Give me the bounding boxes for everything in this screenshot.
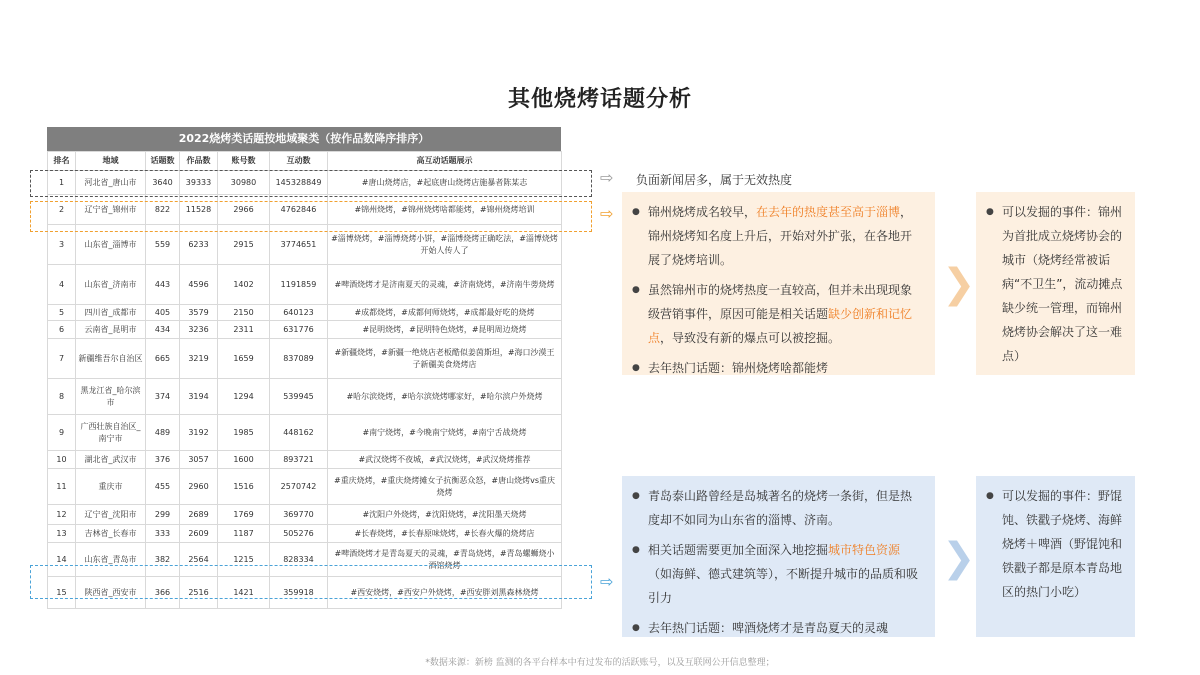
table-cell: 3 [48,225,76,265]
table-cell: 3192 [180,415,218,451]
table-cell: 3057 [180,451,218,469]
table-cell: 2915 [218,225,270,265]
table-cell: 893721 [270,451,328,469]
topics-cell: #哈尔滨烧烤，#哈尔滨烧烤哪家好，#哈尔滨户外烧烤 [328,379,562,415]
topics-cell: #昆明烧烤，#昆明特色烧烤，#昆明周边烧烤 [328,321,562,339]
table-cell: 8 [48,379,76,415]
jinzhou-point-2: ● 虽然锦州市的烧烤热度一直较高，但并未出现现象级营销事件，原因可能是相关话题缺少创新和记忆点，导致没有新的爆点可以被挖掘。 [630,278,923,350]
table-cell: 443 [146,265,180,305]
topics-cell: #西安烧烤，#西安户外烧烤，#西安胖刘黑森林烧烤 [328,577,562,609]
qingdao-event-panel [976,476,1135,637]
table-cell: 2150 [218,305,270,321]
column-header: 互动数 [270,152,328,171]
topics-cell: #成都烧烤，#成都何师烧烤，#成都最好吃的烧烤 [328,305,562,321]
table-cell: 640123 [270,305,328,321]
table-cell: 1402 [218,265,270,305]
column-header: 作品数 [180,152,218,171]
table-cell: 1985 [218,415,270,451]
column-header: 账号数 [218,152,270,171]
column-header: 高互动话题展示 [328,152,562,171]
table-cell: 黑龙江省_哈尔滨市 [76,379,146,415]
table-cell: 382 [146,543,180,577]
table-cell: 2 [48,195,76,225]
chevron-right-icon: ❯ [942,535,976,581]
table-cell: 405 [146,305,180,321]
table-cell: 2311 [218,321,270,339]
jinzhou-point-1: ● 锦州烧烤成名较早，在去年的热度甚至高于淄博，锦州烧烤知名度上升后，开始对外扩张，在各地开展了烧烤培训。 [630,200,923,272]
arrow-right-icon: ⇨ [600,168,614,187]
jinzhou-analysis-panel [622,192,935,375]
table-cell: 1294 [218,379,270,415]
topics-cell: #锦州烧烤，#锦州烧烤啥都能烤，#锦州烧烤培训 [328,195,562,225]
table-cell: 455 [146,469,180,505]
table-cell: 2516 [180,577,218,609]
table-cell: 39333 [180,171,218,195]
topics-cell: #南宁烧烤，#今晚南宁烧烤，#南宁舌战烧烤 [328,415,562,451]
table-cell: 辽宁省_锦州市 [76,195,146,225]
table-cell: 3194 [180,379,218,415]
table-cell: 2609 [180,525,218,543]
table-cell: 631776 [270,321,328,339]
page-title: 其他烧烤话题分析 [507,87,692,112]
table-cell: 2564 [180,543,218,577]
qingdao-point-2: ● 相关话题需要更加全面深入地挖掘城市特色资源（如海鲜、德式建筑等），不断提升城市的品质和吸引力 [630,538,923,610]
table-cell: 3579 [180,305,218,321]
table-cell: 山东省_淄博市 [76,225,146,265]
topics-cell: #淄博烧烤，#淄博烧烤小饼，#淄博烧烤正确吃法，#淄博烧烤开始人传人了 [328,225,562,265]
table-cell: 5 [48,305,76,321]
table-cell: 1421 [218,577,270,609]
table-cell: 1187 [218,525,270,543]
table-cell: 四川省_成都市 [76,305,146,321]
table-cell: 2966 [218,195,270,225]
table-cell: 333 [146,525,180,543]
table-cell: 665 [146,339,180,379]
table-cell: 辽宁省_沈阳市 [76,505,146,525]
column-header: 话题数 [146,152,180,171]
table-cell: 448162 [270,415,328,451]
table-row [48,305,562,321]
topics-cell: #武汉烧烤不夜城，#武汉烧烤，#武汉烧烤推荐 [328,451,562,469]
table-cell: 新疆维吾尔自治区 [76,339,146,379]
topics-cell: #长春烧烤，#长春原味烧烤，#长春火爆的烧烤店 [328,525,562,543]
table-cell: 505276 [270,525,328,543]
table-cell: 4762846 [270,195,328,225]
topics-cell: #唐山烧烤店，#起底唐山烧烤店施暴者陈某志 [328,171,562,195]
table-cell: 湖北省_武汉市 [76,451,146,469]
topics-cell: #新疆烧烤，#新疆一绝烧店老板酷似姜茵斯坦，#海口沙漠王子新疆美食烧烤店 [328,339,562,379]
table-cell: 837089 [270,339,328,379]
qingdao-point-3: ● 去年热门话题：啤酒烧烤才是青岛夏天的灵魂 [630,616,923,640]
table-cell: 1215 [218,543,270,577]
table-cell: 828334 [270,543,328,577]
table-cell: 1191859 [270,265,328,305]
qingdao-event: ● 可以发掘的事件：野馄饨、铁戳子烧烤、海鲜烧烤＋啤酒（野馄饨和铁戳子都是原本青岛地区的热门小吃） [984,484,1125,604]
table-cell: 广西壮族自治区_南宁市 [76,415,146,451]
highlight-row-1 [30,170,592,197]
table-row [48,265,562,305]
table-cell: 6 [48,321,76,339]
region-table [47,127,561,609]
table-cell: 6233 [180,225,218,265]
table-cell: 11 [48,469,76,505]
table-row [48,451,562,469]
table-cell: 山东省_青岛市 [76,543,146,577]
table-cell: 15 [48,577,76,609]
table-cell: 云南省_昆明市 [76,321,146,339]
highlight-row-14 [30,565,592,599]
table-cell: 9 [48,415,76,451]
table-cell: 1659 [218,339,270,379]
table-caption: 2022烧烤类话题按地域聚类（按作品数降序排序） [47,127,561,151]
table-row [48,321,562,339]
table-cell: 陕西省_西安市 [76,577,146,609]
table-row [48,469,562,505]
table-cell: 10 [48,451,76,469]
table-header-row [48,152,562,171]
jinzhou-point-3: ● 去年热门话题：锦州烧烤啥都能烤 [630,356,923,380]
table-cell: 重庆市 [76,469,146,505]
table-row [48,415,562,451]
table-row [48,379,562,415]
table-cell: 7 [48,339,76,379]
topics-cell: #重庆烧烤，#重庆烧烤摊女子抗衡恶众怒，#唐山烧烤vs重庆烧烤 [328,469,562,505]
row1-note: 负面新闻居多，属于无效热度 [636,173,793,187]
topics-cell: #啤酒烧烤才是青岛夏天的灵魂，#青岛烧烤，#青岛螺蛳烧小酒馆烧烤 [328,543,562,577]
table-cell: 13 [48,525,76,543]
table-cell: 3640 [146,171,180,195]
table-cell: 吉林省_长春市 [76,525,146,543]
table-cell: 1 [48,171,76,195]
column-header: 排名 [48,152,76,171]
table-cell: 539945 [270,379,328,415]
table-row [48,339,562,379]
table-cell: 369770 [270,505,328,525]
table-cell: 359918 [270,577,328,609]
table-row [48,505,562,525]
topics-cell: #啤酒烧烤才是济南夏天的灵魂，#济南烧烤，#济南牛蒡烧烤 [328,265,562,305]
qingdao-point-1: ● 青岛泰山路曾经是岛城著名的烧烤一条街，但是热度却不如同为山东省的淄博、济南。 [630,484,923,532]
table-cell: 3219 [180,339,218,379]
table-cell: 2689 [180,505,218,525]
table-cell: 489 [146,415,180,451]
jinzhou-event: ● 可以发掘的事件：锦州为首批成立烧烤协会的城市（烧烤经常被诟病“不卫生”，流动摊点缺少统一管理，而锦州烧烤协会解决了这一难点） [984,200,1125,368]
table-cell: 11528 [180,195,218,225]
table-cell: 2960 [180,469,218,505]
table-cell: 374 [146,379,180,415]
table-cell: 822 [146,195,180,225]
table-cell: 376 [146,451,180,469]
table-cell: 3774651 [270,225,328,265]
table-cell: 4 [48,265,76,305]
chevron-right-icon: ❯ [942,261,976,307]
jinzhou-event-panel [976,192,1135,375]
table-cell: 2570742 [270,469,328,505]
column-header: 地域 [76,152,146,171]
table-cell: 1769 [218,505,270,525]
table-row [48,525,562,543]
table-cell: 30980 [218,171,270,195]
table-cell: 14 [48,543,76,577]
table-cell: 559 [146,225,180,265]
table-cell: 12 [48,505,76,525]
highlight-row-2 [30,201,592,232]
table-cell: 434 [146,321,180,339]
topics-cell: #沈阳户外烧烤，#沈阳烧烤，#沈阳墨天烧烤 [328,505,562,525]
table-cell: 河北省_唐山市 [76,171,146,195]
table-cell: 3236 [180,321,218,339]
table-cell: 山东省_济南市 [76,265,146,305]
table-cell: 299 [146,505,180,525]
table-cell: 4596 [180,265,218,305]
arrow-right-icon: ⇨ [600,572,614,591]
arrow-right-icon: ⇨ [600,204,614,223]
table-cell: 145328849 [270,171,328,195]
table-cell: 1516 [218,469,270,505]
data-source-footnote: *数据来源：新榜 监测的各平台样本中有过发布的活跃账号，以及互联网公开信息整理； [425,658,775,668]
table-cell: 1600 [218,451,270,469]
table-cell: 366 [146,577,180,609]
qingdao-analysis-panel [622,476,935,637]
